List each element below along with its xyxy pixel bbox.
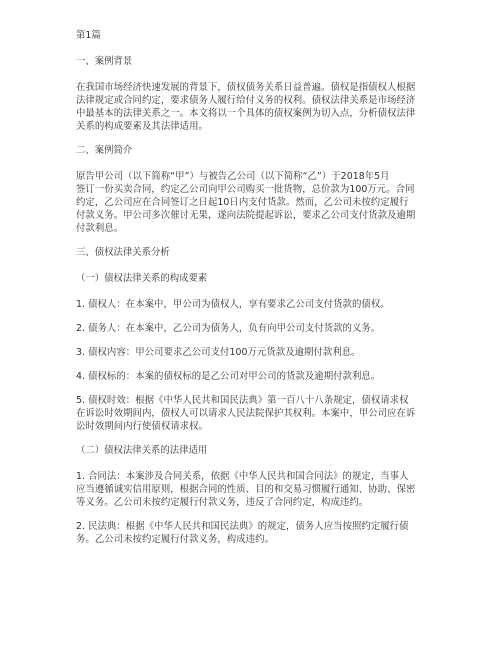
text-line: 1. 合同法：本案涉及合同关系，依据《中华人民共和国合同法》的规定，当事人 — [76, 471, 409, 482]
text-line: 2. 民法典：根据《中华人民共和国民法典》的规定，债务人应当按照约定履行债 — [76, 521, 409, 532]
list-item-claim-content — [76, 346, 432, 359]
text-line: 4. 债权标的：本案的债权标的是乙公司对甲公司的货款及逾期付款利息。 — [76, 371, 381, 382]
text-line: 付款义务。甲公司多次催讨无果，遂向法院提起诉讼，要求乙公司支付货款及逾期 — [76, 210, 416, 221]
text-line: 等义务。乙公司未按约定履行付款义务，违反了合同约定，构成违约。 — [76, 497, 369, 508]
text-line: 在我国市场经济快速发展的背景下，债权债务关系日益普遍。债权是指债权人根据 — [76, 82, 416, 93]
list-item-limitation — [76, 394, 432, 433]
part-title: 第1篇 — [76, 30, 101, 41]
text-line: 在诉讼时效期间内，债权人可以请求人民法院保护其权利。本案中，甲公司应在诉 — [76, 408, 416, 419]
text-line: 付款利息。 — [76, 223, 124, 234]
section-heading-case-summary: 二、案例简介 — [76, 145, 133, 156]
list-item-debtor — [76, 322, 432, 335]
section-heading-background: 一、案例背景 — [76, 56, 133, 67]
section-heading-analysis: 三、债权法律关系分析 — [76, 247, 170, 258]
list-item-creditor — [76, 298, 432, 311]
subsection-heading-law-application: （二）债权法律关系的法律适用 — [76, 445, 208, 456]
text-line: 2. 债务人：在本案中，乙公司为债务人，负有向甲公司支付货款的义务。 — [76, 323, 381, 334]
text-line: 5. 债权时效：根据《中华人民共和国民法典》第一百八十八条规定，债权请求权 — [76, 395, 409, 406]
paragraph-case-summary — [76, 170, 432, 235]
list-item-contract-law — [76, 470, 432, 509]
text-line: 1. 债权人：在本案中，甲公司为债权人，享有要求乙公司支付货款的债权。 — [76, 299, 390, 310]
document-page — [76, 29, 432, 557]
text-line: 关系的构成要素及其法律适用。 — [76, 121, 208, 132]
paragraph-background — [76, 81, 432, 133]
list-item-claim-object — [76, 370, 432, 383]
text-line: 签订一份买卖合同，约定乙公司向甲公司购买一批货物，总价款为100万元。合同 — [76, 184, 415, 195]
text-line: 中最基本的法律关系之一。本文将以一个具体的债权案例为切入点，分析债权法律 — [76, 108, 416, 119]
list-item-civil-code — [76, 520, 432, 546]
text-line: 应当遵循诚实信用原则，根据合同的性质、目的和交易习惯履行通知、协助、保密 — [76, 484, 416, 495]
text-line: 3. 债权内容：甲公司要求乙公司支付100万元货款及逾期付款利息。 — [76, 347, 361, 358]
subsection-heading-elements: （一）债权法律关系的构成要素 — [76, 273, 208, 284]
text-line: 法律规定或合同约定，要求债务人履行给付义务的权利。债权法律关系是市场经济 — [76, 95, 416, 106]
text-line: 原告甲公司（以下简称“甲”）与被告乙公司（以下简称“乙”）于2018年5月 — [76, 171, 390, 182]
text-line: 约定，乙公司应在合同签订之日起10日内支付货款。然而，乙公司未按约定履行 — [76, 197, 409, 208]
text-line: 务。乙公司未按约定履行付款义务，构成违约。 — [76, 534, 274, 545]
text-line: 讼时效期间内行使债权请求权。 — [76, 421, 208, 432]
